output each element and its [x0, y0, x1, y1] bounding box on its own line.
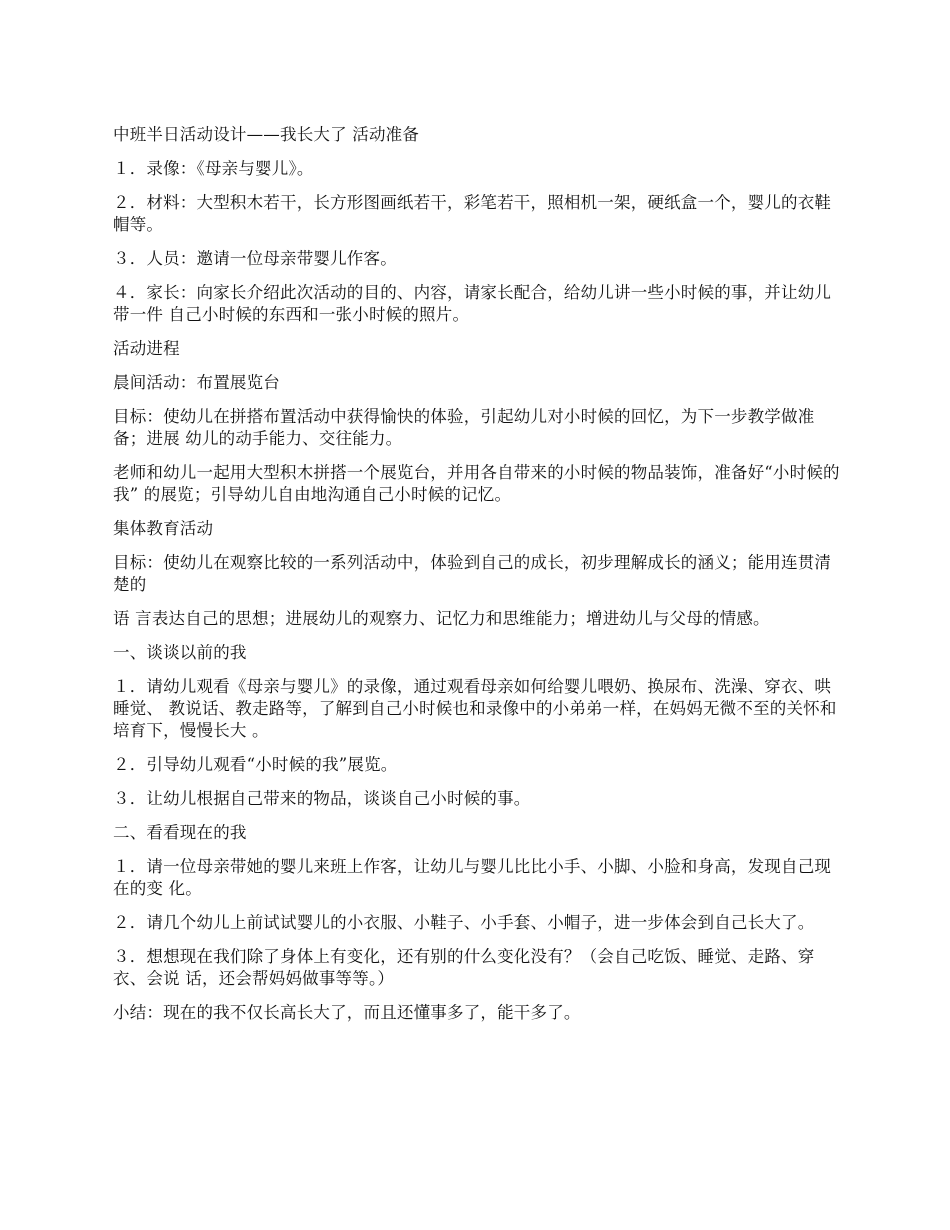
prep-item-materials: ２．材料：大型积木若干，长方形图画纸若干，彩笔若干，照相机一架，硬纸盒一个，婴儿的衣鞋帽等。 — [113, 193, 832, 234]
group-goal-part1: 目标：使幼儿在观察比较的一系列活动中，体验到自己的成长，初步理解成长的涵义；能用连贯清楚的 — [113, 553, 832, 594]
present-item-2: ２．请几个幼儿上前试试婴儿的小衣服、小鞋子、小手套、小帽子，进一步体会到自己长大了。 — [113, 913, 815, 932]
section-heading-process: 活动进程 — [113, 339, 180, 358]
section-heading-present: 二、看看现在的我 — [113, 823, 247, 842]
prep-item-parents: ４．家长：向家长介绍此次活动的目的、内容，请家长配合，给幼儿讲一些小时候的事，并让幼儿带一件 自己小时候的东西和一张小时候的照片。 — [113, 283, 832, 324]
document-title: 中班半日活动设计——我长大了 活动准备 — [113, 125, 420, 144]
prep-item-video: １．录像：《母亲与婴儿》。 — [113, 159, 314, 178]
past-item-1: １．请幼儿观看《母亲与婴儿》的录像，通过观看母亲如何给婴儿喂奶、换尿布、洗澡、穿衣、哄睡觉、 教说话、教走路等，了解到自己小时候也和录像中的小弟弟一样，在妈妈无微不至的关怀和培育下，慢慢长大 。 — [113, 677, 837, 740]
section-heading-morning: 晨间活动：布置展览台 — [113, 373, 280, 392]
prep-item-personnel: ３．人员：邀请一位母亲带婴儿作客。 — [113, 249, 397, 268]
past-item-3: ３．让幼儿根据自己带来的物品，谈谈自己小时候的事。 — [113, 789, 531, 808]
present-item-3: ３．想想现在我们除了身体上有变化，还有别的什么变化没有？（会自己吃饭、睡觉、走路、穿衣、会说 话，还会帮妈妈做事等等。） — [113, 947, 815, 988]
summary: 小结：现在的我不仅长高长大了，而且还懂事多了，能干多了。 — [113, 1003, 581, 1022]
section-heading-group: 集体教育活动 — [113, 519, 214, 538]
morning-description: 老师和幼儿一起用大型积木拼搭一个展览台，并用各自带来的小时候的物品装饰，准备好“小时候的我” 的展览；引导幼儿自由地沟通自己小时候的记忆。 — [113, 463, 840, 504]
past-item-2: ２．引导幼儿观看“小时候的我”展览。 — [113, 755, 398, 774]
morning-goal: 目标：使幼儿在拼搭布置活动中获得愉快的体验，引起幼儿对小时候的回忆，为下一步教学做准备；进展 幼儿的动手能力、交往能力。 — [113, 407, 815, 448]
group-goal-part2: 语 言表达自己的思想；进展幼儿的观察力、记忆力和思维能力；增进幼儿与父母的情感。 — [113, 609, 770, 628]
document-body — [113, 124, 843, 1036]
section-heading-past: 一、谈谈以前的我 — [113, 643, 247, 662]
present-item-1: １．请一位母亲带她的婴儿来班上作客，让幼儿与婴儿比比小手、小脚、小脸和身高，发现自己现在的变 化。 — [113, 857, 832, 898]
